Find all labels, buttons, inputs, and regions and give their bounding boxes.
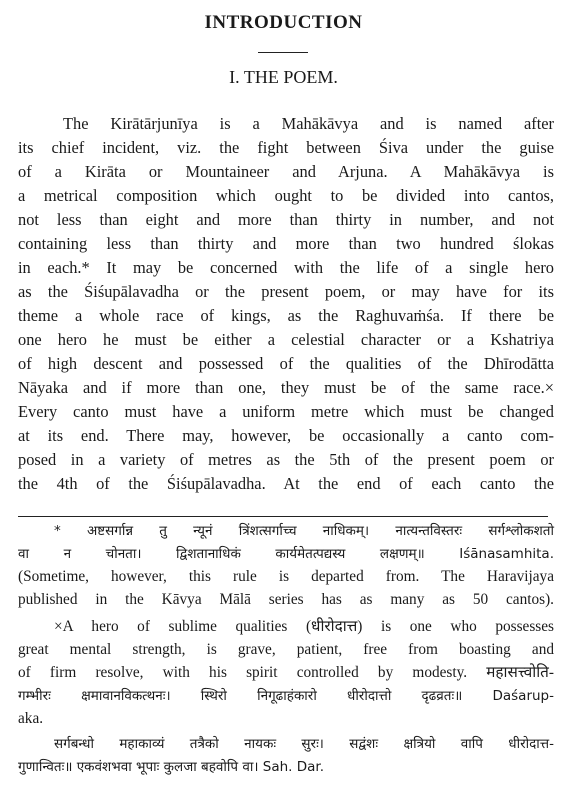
footnote-line: aka. [18, 710, 44, 727]
footnote-divider [18, 516, 548, 517]
body-line: not less than eight and more than thirty in number, and not [18, 210, 554, 229]
body-line: in each.* It may be concerned with the life of a single hero [18, 258, 554, 277]
footnote-line: गुणान्वितः॥ एकवंशभवा भूपाः कुलजा बहवोपि वा। Sah. Dar. [18, 759, 324, 775]
page-heading: INTRODUCTION [204, 12, 363, 33]
body-line: at its end. There may, however, be occasionally a canto com- [18, 426, 554, 445]
footnote-line: गम्भीरः क्षमावानविकत्थनः। स्थिरो निगूढाहंकारो धीरोदात्तो दृढव्रतः॥ Daśarup- [18, 688, 554, 704]
body-line: of high descent and possessed of the qualities of the Dhīrodātta [18, 354, 554, 373]
footnote-line: great mental strength, is grave, patient, free from boasting and [18, 641, 554, 658]
body-line: one hero he must be either a celestial character or a Kshatriya [18, 330, 554, 349]
body-line: as the Śiśupālavadha or the present poem, or may have for its [18, 282, 554, 301]
body-line: its chief incident, viz. the fight between Śiva under the guise [18, 138, 554, 157]
body-line: of a Kirāta or Mountaineer and Arjuna. A Mahākāvya is [18, 162, 554, 181]
body-line: Every canto must have a uniform metre which must be changed [18, 402, 554, 421]
body-line: the 4th of the Śiśupālavadha. At the end of each canto the [18, 474, 554, 493]
footnote-line: published in the Kāvya Mālā series has as many as 50 cantos). [18, 591, 554, 608]
body-line: The Kirātārjunīya is a Mahākāvya and is named after [63, 114, 554, 133]
body-line: posed in a variety of metres as the 5th of the present poem or [18, 450, 554, 469]
footnote-line: of firm resolve, with his spirit controlled by modesty. महासत्त्वोति- [18, 664, 554, 681]
section-title: I. THE POEM. [229, 67, 338, 87]
footnote-line: वा न चोनता। द्विशतानाधिकं कार्यमेतत्पद्यस्य लक्षणम्॥ Iśānasamhita. [18, 546, 554, 562]
footnote-line: * अष्टसर्गान्न तु न्यूनं त्रिंशत्सर्गाच्च नाधिकम्। नात्यन्तविस्तरः सर्गश्लोकशतो [54, 523, 554, 539]
body-line: containing less than thirty and more than two hundred ślokas [18, 234, 554, 253]
heading-divider [258, 52, 308, 53]
footnote-line: (Sometime, however, this rule is departed from. The Haravijaya [18, 568, 554, 585]
footnote-line: ×A hero of sublime qualities (धीरोदात्त) is one who possesses [54, 618, 554, 635]
body-line: theme a whole race of kings, as the Raghuvaṁśa. If there be [18, 306, 554, 325]
body-line: a metrical composition which ought to be divided into cantos, [18, 186, 554, 205]
footnote-line: सर्गबन्धो महाकाव्यं तत्रैको नायकः सुरः। सद्वंशः क्षत्रियो वापि धीरोदात्त- [54, 736, 554, 752]
body-line: Nāyaka and if more than one, they must be of the same race.× [18, 378, 554, 397]
